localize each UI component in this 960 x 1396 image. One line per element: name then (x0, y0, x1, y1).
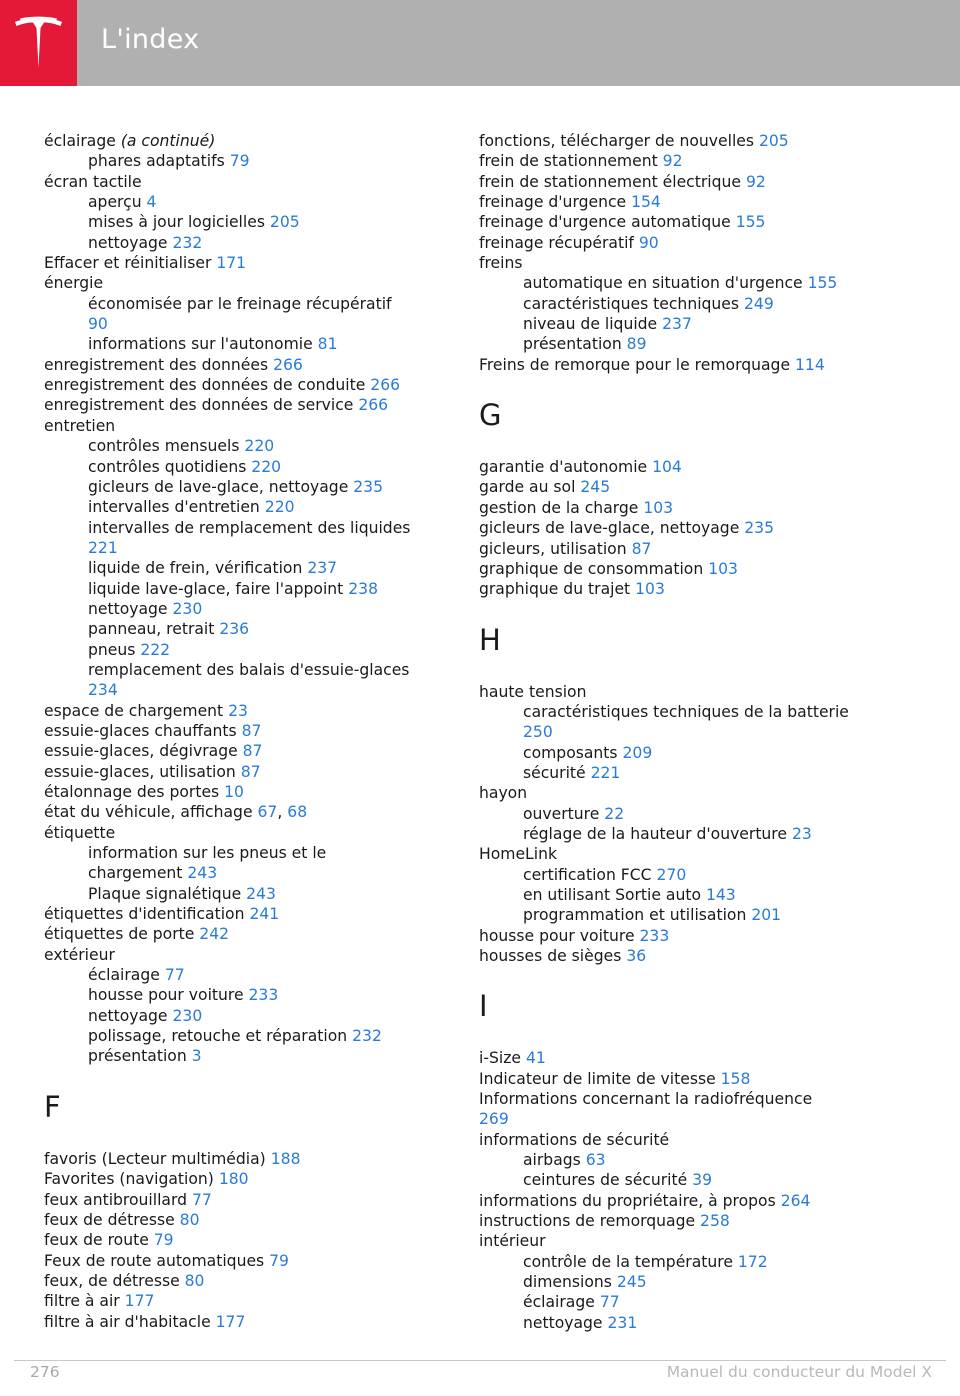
entry-text: essuie-glaces, dégivrage (44, 742, 243, 761)
page-link[interactable]: 177 (215, 1312, 246, 1331)
page-link[interactable]: 233 (248, 986, 279, 1005)
page-link[interactable]: 205 (758, 132, 789, 150)
page-link[interactable]: 22 (604, 804, 625, 823)
page-link[interactable]: 3 (191, 1047, 202, 1066)
page-link[interactable]: 172 (737, 1252, 768, 1271)
page-link[interactable]: 232 (352, 1027, 382, 1046)
page-link[interactable]: 242 (199, 925, 230, 944)
entry-text: ouverture (523, 804, 605, 823)
page-link[interactable]: 245 (616, 1273, 647, 1292)
index-subentry (44, 538, 444, 558)
page-link[interactable]: 87 (631, 539, 652, 558)
page-link[interactable]: 90 (88, 315, 108, 334)
entry-text: étalonnage des portes (44, 783, 225, 801)
index-subentry (44, 436, 444, 456)
page-link[interactable]: 205 (269, 213, 300, 232)
entry-text: housse pour voiture (88, 986, 249, 1005)
page-link[interactable]: 258 (700, 1212, 730, 1231)
entry-text: feux antibrouillard (44, 1190, 192, 1209)
entry-text: gestion de la charge (479, 498, 644, 517)
index-entry (479, 212, 899, 232)
page-link[interactable]: 250 (523, 723, 553, 742)
entry-text: graphique de consommation (479, 559, 709, 578)
footer-divider (14, 1360, 946, 1361)
page-number: 276 (30, 1363, 60, 1381)
page-link[interactable]: 143 (705, 885, 736, 904)
index-subentry (44, 457, 444, 477)
index-entry (44, 1271, 444, 1291)
entry-text: HomeLink (479, 845, 557, 864)
entry-text: essuie-glaces chauffants (44, 721, 242, 740)
index-entry (479, 783, 899, 803)
page-link[interactable]: 77 (599, 1293, 620, 1312)
index-entry (44, 762, 444, 782)
index-entry (479, 579, 899, 599)
page-link[interactable]: 234 (88, 681, 118, 700)
entry-text: contrôles mensuels (88, 437, 245, 456)
entry-text: entretien (44, 416, 116, 435)
entry-text: enregistrement des données (44, 355, 274, 374)
page-link[interactable]: 114 (795, 355, 825, 374)
page-link[interactable]: 90 (638, 233, 659, 252)
entry-text: Freins de remorque pour le remorquage (479, 355, 795, 374)
entry-text: hayon (479, 784, 528, 803)
entry-text: informations du propriétaire, à propos (479, 1191, 781, 1210)
index-entry (479, 1069, 899, 1089)
index-entry (44, 416, 444, 436)
index-subentry (479, 865, 899, 885)
entry-text: Plaque signalétique (88, 884, 247, 903)
entry-text: liquide lave-glace, faire l'appoint (88, 579, 349, 598)
entry-text: automatique en situation d'urgence (523, 274, 808, 293)
index-subentry (44, 843, 444, 863)
entry-text: freinage récupératif (479, 233, 639, 252)
index-entry (479, 946, 899, 966)
page-link[interactable]: 241 (249, 905, 280, 924)
page-link[interactable]: 23 (791, 824, 812, 843)
entry-text: filtre à air (44, 1292, 125, 1311)
index-subentry (479, 1170, 899, 1190)
entry-text: Indicateur de limite de vitesse (479, 1069, 721, 1088)
index-subentry (479, 1292, 899, 1312)
page-link[interactable]: 103 (708, 559, 738, 578)
page-link[interactable]: 221 (590, 763, 621, 782)
index-entry (44, 375, 444, 395)
page-link[interactable]: 68 (287, 803, 308, 822)
index-entry (479, 844, 899, 864)
page-link[interactable]: 233 (639, 926, 670, 945)
page-link[interactable]: 243 (246, 884, 276, 903)
entry-text: freinage d'urgence automatique (479, 213, 736, 232)
page-link[interactable]: 249 (744, 294, 774, 313)
page-link[interactable]: 79 (269, 1251, 289, 1270)
entry-text: information sur les pneus et le (88, 844, 327, 863)
page-link[interactable]: 220 (264, 498, 295, 517)
page-link[interactable]: 92 (745, 172, 766, 191)
entry-text: gicleurs de lave-glace, nettoyage (479, 519, 745, 538)
page-link[interactable]: 103 (643, 498, 674, 517)
index-subentry (479, 1313, 899, 1333)
index-entry (44, 1312, 444, 1332)
entry-text: informations de sécurité (479, 1130, 670, 1149)
page-link[interactable]: 77 (164, 966, 185, 985)
section-letter: F (44, 1089, 61, 1124)
index-entry (44, 904, 444, 924)
page-link[interactable]: 79 (153, 1231, 174, 1250)
page-link[interactable]: 238 (348, 579, 378, 598)
index-entry (479, 539, 899, 559)
entry-text: programmation et utilisation (523, 906, 752, 925)
entry-text: remplacement des balais d'essuie-glaces (88, 660, 410, 679)
index-entry (44, 172, 444, 192)
entry-text: enregistrement des données de conduite (44, 376, 371, 395)
entry-text: intervalles d'entretien (88, 498, 265, 517)
index-entry (44, 1169, 444, 1189)
index-subentry (479, 824, 899, 844)
entry-text: nettoyage (523, 1313, 608, 1332)
page-link[interactable]: 235 (744, 519, 775, 538)
index-subentry (44, 884, 444, 904)
index-subentry (479, 722, 899, 742)
index-subentry (44, 965, 444, 985)
index-entry (479, 1211, 899, 1231)
index-subentry (44, 1046, 444, 1066)
index-subentry (479, 294, 899, 314)
index-entry (44, 741, 444, 761)
entry-text: éclairage (523, 1293, 600, 1312)
page-link[interactable]: 269 (479, 1110, 509, 1129)
index-entry (44, 924, 444, 944)
entry-text: présentation (88, 1047, 192, 1066)
index-entry (479, 192, 899, 212)
entry-text: ceintures de sécurité (523, 1171, 693, 1190)
page-link[interactable]: 36 (626, 947, 647, 965)
index-subentry (44, 863, 444, 883)
entry-text: enregistrement des données de service (44, 396, 359, 415)
entry-text: certification FCC (523, 865, 657, 884)
page-link[interactable]: 188 (270, 1149, 301, 1168)
page-header (0, 0, 960, 86)
index-entry (479, 1191, 899, 1211)
page-link[interactable]: 264 (780, 1191, 811, 1210)
page-link[interactable]: 63 (585, 1151, 606, 1170)
page-link[interactable]: 104 (652, 458, 682, 477)
entry-text: composants (523, 743, 623, 762)
index-entry (479, 682, 899, 702)
index-entry (479, 233, 899, 253)
index-subentry (479, 804, 899, 824)
index-entry (44, 1149, 444, 1169)
index-entry (479, 253, 899, 273)
page-link[interactable]: 155 (807, 274, 838, 293)
index-subentry (479, 702, 899, 722)
entry-text: écran tactile (44, 172, 142, 191)
brand-logo (0, 0, 77, 86)
manual-title: Manuel du conducteur du Model X (666, 1363, 932, 1381)
index-entry (44, 253, 444, 273)
entry-text: feux, de détresse (44, 1271, 185, 1290)
index-subentry (479, 1150, 899, 1170)
entry-text: extérieur (44, 945, 115, 964)
index-subentry (479, 763, 899, 783)
index-entry (479, 1231, 899, 1251)
index-entry (479, 559, 899, 579)
index-subentry (44, 334, 444, 354)
page-link[interactable]: 235 (353, 477, 384, 496)
entry-text: caractéristiques techniques de la batterie (523, 702, 849, 721)
page-link[interactable]: 221 (88, 538, 118, 557)
entry-text: Favorites (navigation) (44, 1170, 219, 1189)
index-subentry (479, 273, 899, 293)
entry-text: éclairage (44, 132, 121, 150)
section-letter: H (479, 622, 501, 657)
index-subentry (44, 497, 444, 517)
entry-text: nettoyage (88, 1006, 173, 1025)
page-title: L'index (101, 24, 200, 55)
entry-text: étiquettes d'identification (44, 905, 250, 924)
entry-text: dimensions (523, 1273, 617, 1292)
entry-text: nettoyage (88, 599, 173, 618)
index-subentry (44, 1006, 444, 1026)
index-column-right (479, 131, 899, 1333)
entry-text: éclairage (88, 966, 165, 985)
page-link[interactable]: 23 (228, 701, 248, 720)
entry-text: feux de détresse (44, 1210, 180, 1229)
entry-text: Informations concernant la radiofréquence (479, 1090, 813, 1109)
index-subentry (44, 579, 444, 599)
index-subentry (44, 314, 444, 334)
index-entry (479, 151, 899, 171)
index-entry (479, 1130, 899, 1150)
page-link[interactable]: 10 (224, 783, 244, 801)
entry-text: caractéristiques techniques (523, 294, 744, 313)
entry-text: i-Size (479, 1049, 526, 1068)
entry-text: fonctions, télécharger de nouvelles (479, 132, 759, 150)
index-entry (44, 1291, 444, 1311)
index-entry: état du véhicule, affichage 67, 68 (44, 803, 308, 822)
page-link[interactable]: 220 (251, 457, 282, 476)
index-entry (44, 721, 444, 741)
index-subentry (44, 294, 444, 314)
index-subentry (479, 334, 899, 354)
page-link[interactable]: 87 (242, 742, 263, 761)
page-link[interactable]: 81 (317, 335, 338, 354)
page-link[interactable]: 41 (525, 1049, 546, 1068)
entry-text: polissage, retouche et réparation (88, 1027, 353, 1046)
page-link[interactable]: 222 (140, 640, 171, 659)
index-entry (44, 273, 444, 293)
page-link[interactable]: 80 (179, 1210, 200, 1229)
entry-text: Effacer et réinitialiser (44, 254, 217, 273)
page-link[interactable]: 230 (172, 1006, 203, 1025)
section-letter: G (479, 398, 502, 433)
entry-text: économisée par le freinage récupératif (88, 294, 392, 313)
entry-text: phares adaptatifs (88, 152, 230, 171)
page-link[interactable]: 158 (720, 1069, 751, 1088)
index-subentry (44, 660, 444, 680)
index-entry (44, 823, 444, 843)
entry-text: frein de stationnement électrique (479, 172, 746, 191)
entry-text: état du véhicule, affichage (44, 803, 258, 822)
index-entry (44, 1251, 444, 1271)
entry-text: en utilisant Sortie auto (523, 885, 706, 904)
index-subentry (479, 1272, 899, 1292)
page-link[interactable]: 79 (229, 152, 250, 171)
page-link[interactable]: 80 (184, 1271, 205, 1290)
entry-text: freins (479, 254, 523, 273)
index-entry (479, 172, 899, 192)
index-subentry (44, 985, 444, 1005)
entry-text: filtre à air d'habitacle (44, 1312, 216, 1331)
entry-text: informations sur l'autonomie (88, 335, 318, 354)
page-link[interactable]: 201 (751, 906, 782, 925)
entry-text: panneau, retrait (88, 620, 220, 639)
index-subentry (479, 905, 899, 925)
entry-text: réglage de la hauteur d'ouverture (523, 824, 792, 843)
index-subentry (44, 640, 444, 660)
index-subentry (44, 599, 444, 619)
entry-text: énergie (44, 274, 104, 293)
entry-text: intérieur (479, 1232, 546, 1251)
entry-text: favoris (Lecteur multimédia) (44, 1149, 271, 1168)
entry-text: étiquettes de porte (44, 925, 200, 944)
entry-text: feux de route (44, 1231, 154, 1250)
index-entry (44, 395, 444, 415)
page-link[interactable]: 177 (124, 1292, 155, 1311)
entry-text: intervalles de remplacement des liquides (88, 518, 411, 537)
entry-text: garantie d'autonomie (479, 458, 653, 477)
index-subentry (44, 477, 444, 497)
entry-text: niveau de liquide (523, 315, 663, 334)
page-link[interactable]: 67 (257, 803, 278, 822)
index-entry (44, 1230, 444, 1250)
index-entry (44, 131, 444, 151)
index-entry (479, 477, 899, 497)
entry-text: instructions de remorquage (479, 1212, 701, 1231)
index-entry (44, 701, 444, 721)
page-link[interactable]: 243 (187, 864, 218, 883)
page-link[interactable]: 155 (735, 213, 766, 232)
page-link[interactable]: 89 (626, 335, 647, 354)
page-link[interactable]: 245 (580, 478, 611, 497)
entry-text: housses de sièges (479, 947, 627, 965)
page-link[interactable]: 270 (656, 865, 687, 884)
entry-text: contrôle de la température (523, 1252, 738, 1271)
entry-text: contrôles quotidiens (88, 457, 252, 476)
page-link[interactable]: 92 (662, 152, 683, 171)
page-link[interactable]: 154 (631, 193, 661, 212)
entry-text: liquide de frein, vérification (88, 559, 308, 578)
section-letter: I (479, 989, 488, 1024)
index-subentry (44, 192, 444, 212)
page-link[interactable]: 180 (218, 1170, 249, 1189)
index-entry (479, 1089, 899, 1109)
page-link[interactable]: 87 (240, 762, 261, 781)
page-link[interactable]: 209 (622, 743, 653, 762)
entry-text: mises à jour logicielles (88, 213, 270, 232)
index-entry (479, 1109, 899, 1129)
tesla-logo-icon (13, 16, 64, 70)
index-subentry (479, 1252, 899, 1272)
page-link[interactable]: 4 (146, 193, 157, 212)
entry-text: chargement (88, 864, 188, 883)
index-subentry (479, 743, 899, 763)
entry-text: étiquette (44, 823, 116, 842)
entry-text: pneus (88, 640, 141, 659)
index-entry (479, 498, 899, 518)
page-link[interactable]: 237 (307, 559, 338, 578)
index-entry (479, 518, 899, 538)
page-link[interactable]: 230 (172, 599, 203, 618)
index-entry (44, 355, 444, 375)
index-entry (479, 131, 899, 151)
index-subentry (44, 619, 444, 639)
entry-text: frein de stationnement (479, 152, 663, 171)
entry-text: nettoyage (88, 233, 173, 252)
entry-text: housse pour voiture (479, 926, 640, 945)
page-link[interactable]: 236 (219, 620, 250, 639)
page-link[interactable]: 266 (273, 355, 303, 374)
index-subentry (44, 212, 444, 232)
index-subentry (44, 233, 444, 253)
index-entry (44, 945, 444, 965)
index-subentry (44, 1026, 444, 1046)
page-link[interactable]: 266 (358, 396, 389, 415)
entry-text: aperçu (88, 193, 147, 212)
entry-text: Feux de route automatiques (44, 1251, 270, 1270)
entry-text: airbags (523, 1151, 586, 1170)
index-entry (44, 1210, 444, 1230)
page-link[interactable]: 266 (370, 376, 401, 395)
entry-text: gicleurs, utilisation (479, 539, 632, 558)
index-subentry (479, 314, 899, 334)
page-link[interactable]: 231 (607, 1313, 638, 1332)
index-entry (479, 457, 899, 477)
page-link[interactable]: 103 (635, 580, 665, 599)
index-entry (44, 1190, 444, 1210)
index-entry (479, 926, 899, 946)
page-link[interactable]: 220 (244, 437, 275, 456)
index-column-left (44, 131, 444, 1332)
continued-note: (a continué) (120, 132, 216, 150)
index-subentry (44, 558, 444, 578)
page-link[interactable]: 77 (191, 1190, 212, 1209)
entry-text: présentation (523, 335, 627, 354)
page-link[interactable]: 237 (662, 315, 692, 334)
entry-text: espace de chargement (44, 701, 229, 720)
entry-text: graphique du trajet (479, 580, 636, 599)
entry-text: sécurité (523, 763, 591, 782)
index-subentry (44, 151, 444, 171)
page-link[interactable]: 87 (241, 721, 262, 740)
index-entry (44, 782, 444, 802)
index-entry (479, 355, 899, 375)
index-entry (479, 1048, 899, 1068)
index-subentry (44, 680, 444, 700)
page-link[interactable]: 232 (172, 233, 203, 252)
page-link[interactable]: 39 (692, 1171, 712, 1190)
page-link[interactable]: 171 (216, 254, 247, 273)
entry-text: garde au sol (479, 478, 581, 497)
index-subentry (479, 885, 899, 905)
entry-text: gicleurs de lave-glace, nettoyage (88, 477, 354, 496)
entry-text: essuie-glaces, utilisation (44, 762, 241, 781)
index-subentry (44, 518, 444, 538)
entry-text: freinage d'urgence (479, 193, 632, 212)
entry-text: haute tension (479, 682, 587, 701)
